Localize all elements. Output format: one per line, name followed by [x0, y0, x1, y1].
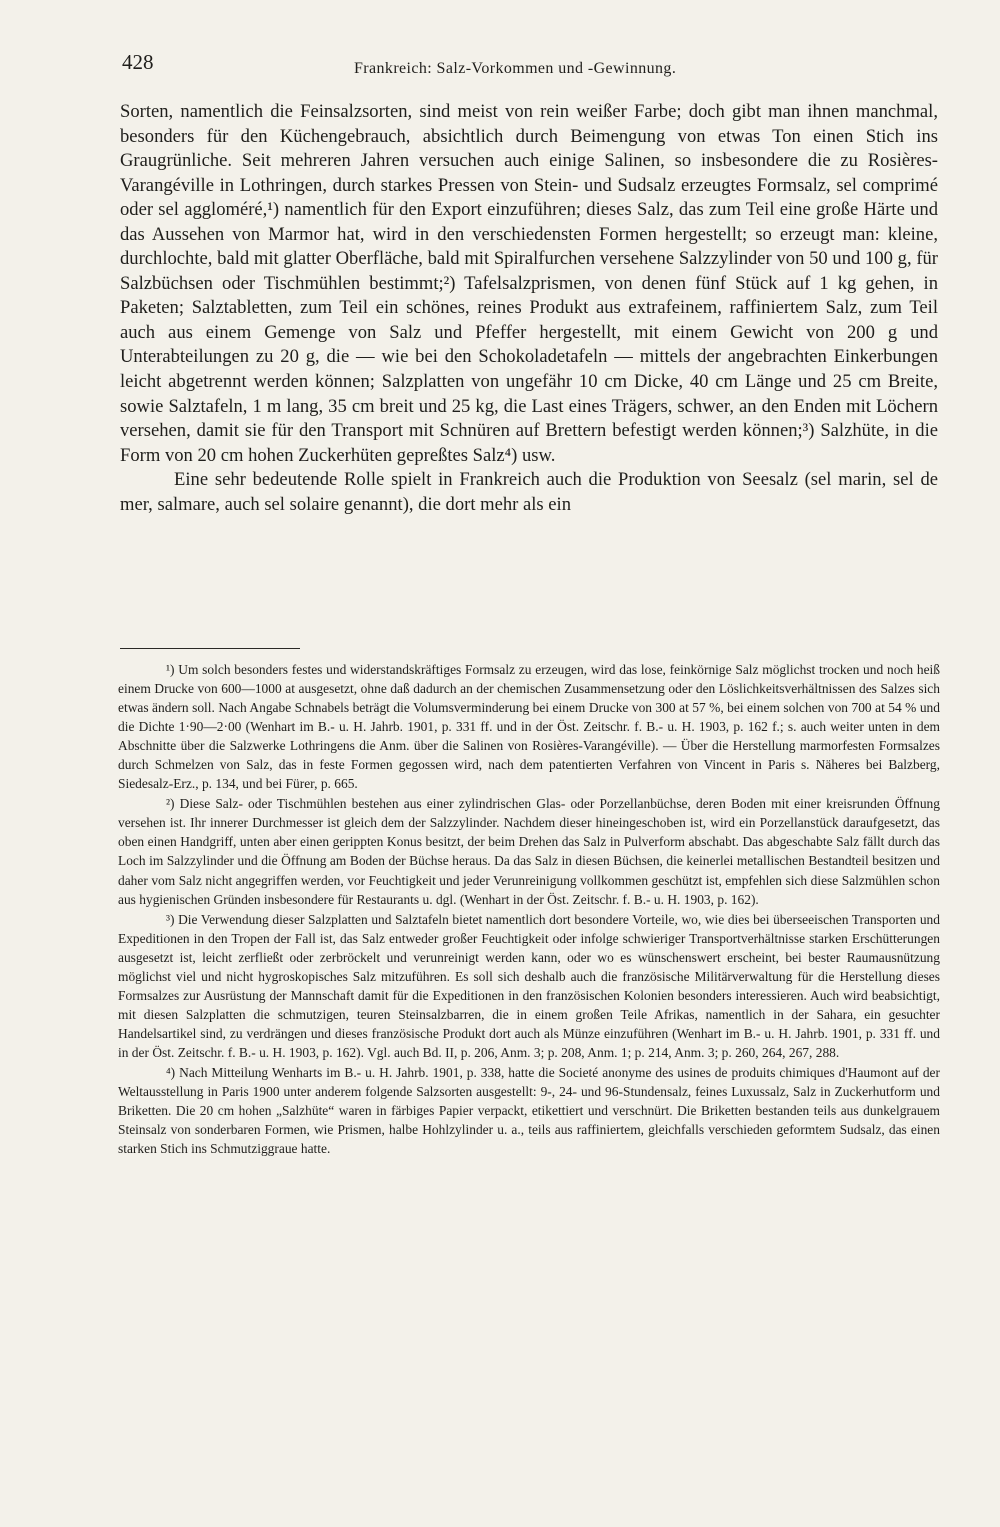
paragraph-1: Sorten, namentlich die Feinsalzsorten, sind meist von rein weißer Farbe; doch gibt man ihnen manchmal, besonders für den Küchengebrauch, absichtlich durch Beimengung von etwas Ton einen Stich ins Graugrünliche. Seit mehreren Jahren versuchen auch einige Salinen, so insbesondere die zu Rosières-Varangéville in Lothringen, durch starkes Pressen von Stein- und Sudsalz erzeugtes Formsalz, sel comprimé oder sel aggloméré,¹) namentlich für den Export einzuführen; dieses Salz, das zum Teil eine große Härte und das Aussehen von Marmor hat, wird in den verschiedensten Formen hergestellt; so erzeugt man: kleine, durchlochte, bald mit glatter Oberfläche, bald mit Spiralfurchen versehene Salzzylinder von 50 und 100 g, für Salzbüchsen oder Tischmühlen bestimmt;²) Tafelsalzprismen, von denen fünf Stück auf 1 kg gehen, in Paketen; Salztabletten, zum Teil ein schönes, reines Produkt aus extrafeinem, raffiniertem Salz, zum Teil auch aus einem Gemenge von Salz und Pfeffer hergestellt, mit einem Gewicht von 200 g und Unterabteilungen zu 20 g, die — wie bei den Schokoladetafeln — mittels der angebrachten Einkerbungen leicht abgetrennt werden können; Salzplatten von ungefähr 10 cm Dicke, 40 cm Länge und 25 cm Breite, sowie Salztafeln, 1 m lang, 35 cm breit und 25 kg, die Last eines Trägers, schwer, an den Enden mit Löchern versehen, damit sie für den Transport mit Schnüren auf Brettern befestigt werden können;³) Salzhüte, in die Form von 20 cm hohen Zuckerhüten gepreßtes Salz⁴) usw.	[120, 101, 938, 466]
footnote-2: ²) Diese Salz- oder Tischmühlen bestehen aus einer zylindrischen Glas- oder Porzellanbüchse, deren Boden mit einer kreisrunden Öffnung versehen ist. Ihr innerer Durchmesser ist gleich dem der Salzzylinder. Nachdem dieser hineingeschoben ist, wird ein Porzellanstück daraufgesetzt, das oben einen Handgriff, unten aber einen gerippten Konus besitzt, der beim Drehen das Salz in Pulverform abschabt. Das abgeschabte Salz fällt durch das Loch im Salzzylinder und die Öffnung am Boden der Büchse heraus. Da das Salz in diesen Büchsen, die keinerlei metallischen Bestandteil besitzen und daher vom Salz nicht angegriffen werden, vor Feuchtigkeit und jeder Verunreinigung vollkommen geschützt ist, empfehlen sich diese Salzmühlen schon aus hygienischen Gründen insbesondere für Restaurants u. dgl. (Wenhart in der Öst. Zeitschr. f. B.- u. H. 1903, p. 162).	[118, 796, 940, 907]
footnotes	[118, 660, 940, 1158]
running-title: Frankreich: Salz-Vorkommen und -Gewinnung.	[354, 60, 677, 77]
page-number: 428	[122, 50, 154, 74]
page-header	[122, 50, 882, 82]
main-text	[120, 100, 938, 517]
paragraph-2: Eine sehr bedeutende Rolle spielt in Frankreich auch die Produktion von Seesalz (sel marin, sel de mer, salmare, auch sel solaire genannt), die dort mehr als ein	[120, 469, 938, 515]
footnote-3: ³) Die Verwendung dieser Salzplatten und Salztafeln bietet namentlich dort besondere Vorteile, wo, wie dies bei überseeischen Transporten und Expeditionen in den Tropen der Fall ist, das Salz entweder großer Feuchtigkeit oder infolge schwieriger Transportverhältnisse starken Erschütterungen ausgesetzt ist, leicht zerfließt oder zerbröckelt und verunreinigt werden kann, oder wo es wünschenswert erscheint, bei bester Raumausnützung möglichst viel und nicht hygroskopisches Salz mitzuführen. Es soll sich deshalb auch die französische Militärverwaltung für die Herstellung dieses Formsalzes zur Ausrüstung der Mannschaft damit für die Expeditionen in den französischen Kolonien besonders interessieren. Auch wird beabsichtigt, mit diesen Salzplatten die schmutzigen, teuren Steinsalzbarren, die in einem großen Teile Afrikas, namentlich in der Sahara, ein gesuchter Handelsartikel sind, zu verdrängen und dieses französische Produkt dort auch als Münze einzuführen (Wenhart im B.- u. H. Jahrb. 1901, p. 331 ff. und in der Öst. Zeitschr. f. B.- u. H. 1903, p. 162). Vgl. auch Bd. II, p. 206, Anm. 3; p. 208, Anm. 1; p. 214, Anm. 3; p. 260, 264, 267, 288.	[118, 911, 940, 1060]
footnote-1: ¹) Um solch besonders festes und widerstandskräftiges Formsalz zu erzeugen, wird das lose, feinkörnige Salz möglichst trocken und noch heiß einem Drucke von 600—1000 at ausgesetzt, ohne daß dadurch an der chemischen Zusammensetzung oder den Löslichkeitsverhältnissen des Salzes sich etwas ändern soll. Nach Angabe Schnabels beträgt die Volumsverminderung bei einem Drucke von 300 at 57 %, bei einem solchen von 700 at 54 % und die Dichte 1·90—2·00 (Wenhart im B.- u. H. Jahrb. 1901, p. 331 ff. und in der Öst. Zeitschr. f. B.- u. H. 1903, p. 162 f.; s. auch weiter unten in dem Abschnitte über die Salzwerke Lothringens die Anm. über die Salinen von Rosières-Varangéville). — Über die Herstellung marmorfesten Formsalzes durch Schmelzen von Salz, das in feste Formen gegossen wird, nach dem patentierten Verfahren von Vincent in Paris s. Näheres bei Balzberg, Siedesalz-Erz., p. 134, und bei Fürer, p. 665.	[118, 662, 940, 792]
footnote-4: ⁴) Nach Mitteilung Wenharts im B.- u. H. Jahrb. 1901, p. 338, hatte die Societé anonyme des usines de produits chimiques d'Haumont auf der Weltausstellung in Paris 1900 unter anderem folgende Salzsorten ausgestellt: 9-, 24- und 96-Stundensalz, feines Luxussalz, Salz in Zuckerhutform und Briketten. Die 20 cm hohen „Salzhüte“ waren in färbiges Papier verpackt, etikettiert und verschnürt. Die Briketten bestanden teils aus dunkelgrauem Steinsalz von sonderbaren Formen, wie Prismen, halbe Hohlzylinder u. a., teils aus raffiniertem, gleichfalls verschieden geformtem Sudsalz, das einen starken Stich ins Schmutziggraue hatte.	[118, 1064, 940, 1157]
footnote-divider	[120, 648, 300, 649]
